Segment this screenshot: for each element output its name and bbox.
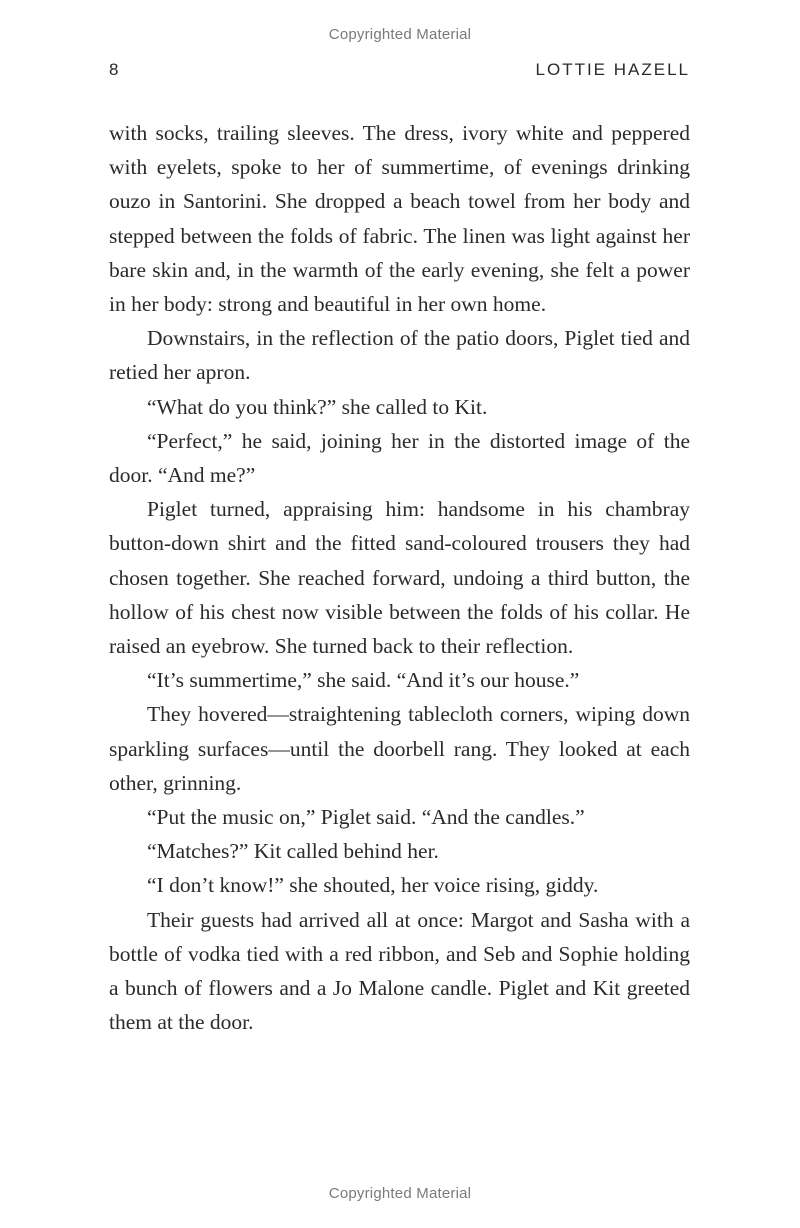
paragraph: “Perfect,” he said, joining her in the distorted image of the door. “And me?” — [109, 428, 690, 488]
paragraph: “Matches?” Kit called behind her. — [147, 839, 439, 864]
paragraph: Downstairs, in the reflection of the patio doors, Piglet tied and retied her apron. — [109, 326, 690, 385]
paragraph: “I don’t know!” she shouted, her voice rising, giddy. — [147, 873, 599, 898]
running-header — [109, 60, 690, 84]
page-body — [109, 116, 690, 1039]
author-name: LOTTIE HAZELL — [535, 60, 690, 79]
paragraph: with socks, trailing sleeves. The dress, ivory white and peppered with eyelets, spoke to her of summertime, of evenings drinking ouzo in Santorini. She dropped a beach towel from her body and stepped between the folds of fabric. The linen was light against her bare skin and, in the warmth of the early evening, she felt a power in her body: strong and beautiful in her own home. — [109, 121, 690, 317]
page-number: 8 — [109, 60, 119, 79]
copyright-watermark-top: Copyrighted Material — [328, 26, 472, 43]
paragraph: Their guests had arrived all at once: Margot and Sasha with a bottle of vodka tied with a red ribbon, and Seb and Sophie holding a bunch of flowers and a Jo Malone candle. Piglet and Kit greeted them at the door. — [109, 907, 690, 1035]
paragraph: They hovered—straightening tablecloth corners, wiping down sparkling surfaces—until the doorbell rang. They looked at each other, grinning. — [109, 702, 690, 795]
paragraph: “It’s summertime,” she said. “And it’s our house.” — [147, 668, 580, 693]
copyright-watermark-bottom: Copyrighted Material — [328, 1185, 472, 1202]
paragraph: “What do you think?” she called to Kit. — [147, 394, 488, 419]
paragraph: “Put the music on,” Piglet said. “And the candles.” — [147, 805, 585, 830]
paragraph: Piglet turned, appraising him: handsome in his chambray button-down shirt and the fitted sand-coloured trousers they had chosen together. She reached forward, undoing a third button, the hollow of his chest now visible between the folds of his collar. He raised an eyebrow. She turned back to their reflection. — [109, 497, 690, 659]
